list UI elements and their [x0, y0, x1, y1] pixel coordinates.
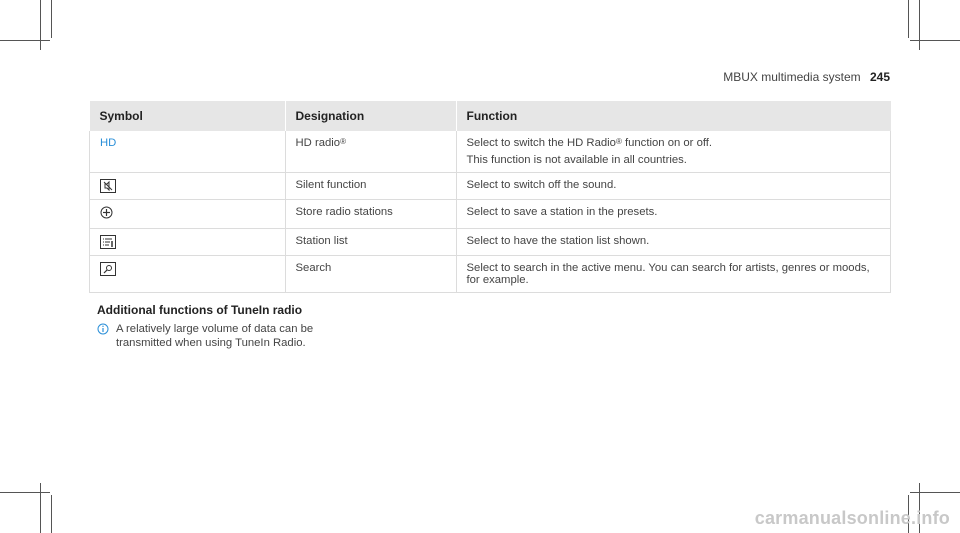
- registered-mark: ®: [340, 137, 346, 146]
- symbol-cell: [90, 173, 286, 200]
- info-note: [97, 322, 357, 350]
- crop-mark: [0, 40, 50, 41]
- symbol-cell: [90, 200, 286, 229]
- plus-circle-icon: [100, 206, 113, 219]
- table-row: [90, 173, 891, 200]
- page-number: 245: [869, 70, 890, 84]
- crop-mark: [51, 0, 52, 38]
- table-row: [90, 131, 891, 173]
- search-icon: [100, 262, 116, 276]
- symbol-cell: [90, 131, 286, 173]
- watermark: carmanualsonline.info: [754, 508, 950, 528]
- crop-mark: [910, 40, 960, 41]
- designation-cell: [285, 131, 456, 173]
- symbol-cell: [90, 229, 286, 256]
- column-header-symbol: Symbol: [90, 101, 286, 131]
- crop-mark: [51, 495, 52, 533]
- crop-mark: [910, 492, 960, 493]
- designation-cell: Station list: [285, 229, 456, 256]
- function-note: This function is not available in all countries.: [466, 154, 687, 166]
- function-cell: Select to switch off the sound.: [456, 173, 891, 200]
- function-cell: Select to have the station list shown.: [456, 229, 891, 256]
- crop-mark: [908, 0, 909, 38]
- section-title: Additional functions of TuneIn radio: [97, 303, 303, 317]
- function-line: [467, 137, 881, 149]
- station-list-icon: [100, 235, 116, 249]
- crop-mark: [919, 0, 920, 50]
- crop-mark: [0, 492, 50, 493]
- table-row: [90, 229, 891, 256]
- page-header: [723, 70, 890, 84]
- designation-text: HD radio: [295, 137, 341, 149]
- designation-cell: Search: [285, 256, 456, 293]
- column-header-function: Function: [456, 101, 891, 131]
- table-row: [90, 256, 891, 293]
- symbol-table: [89, 101, 891, 293]
- table-row: [90, 200, 891, 229]
- function-cell: Select to save a station in the presets.: [456, 200, 891, 229]
- table-header-row: [90, 101, 891, 131]
- registered-mark: ®: [615, 137, 622, 146]
- function-cell: [456, 131, 891, 173]
- mute-icon: [100, 179, 116, 193]
- function-text: function on or off.: [621, 137, 713, 149]
- column-header-designation: Designation: [285, 101, 456, 131]
- note-text: A relatively large volume of data can be transmitted when using TuneIn Radio.: [116, 323, 314, 349]
- symbol-cell: [90, 256, 286, 293]
- hd-symbol: HD: [100, 137, 117, 149]
- designation-cell: Store radio stations: [285, 200, 456, 229]
- designation-cell: Silent function: [285, 173, 456, 200]
- crop-mark: [40, 0, 41, 50]
- function-cell: Select to search in the active menu. You can search for artists, genres or moods, for example.: [456, 256, 891, 293]
- section-name: MBUX multimedia system: [723, 70, 861, 84]
- info-icon: [97, 323, 109, 335]
- function-text: Select to switch the HD Radio: [466, 137, 616, 149]
- crop-mark: [40, 483, 41, 533]
